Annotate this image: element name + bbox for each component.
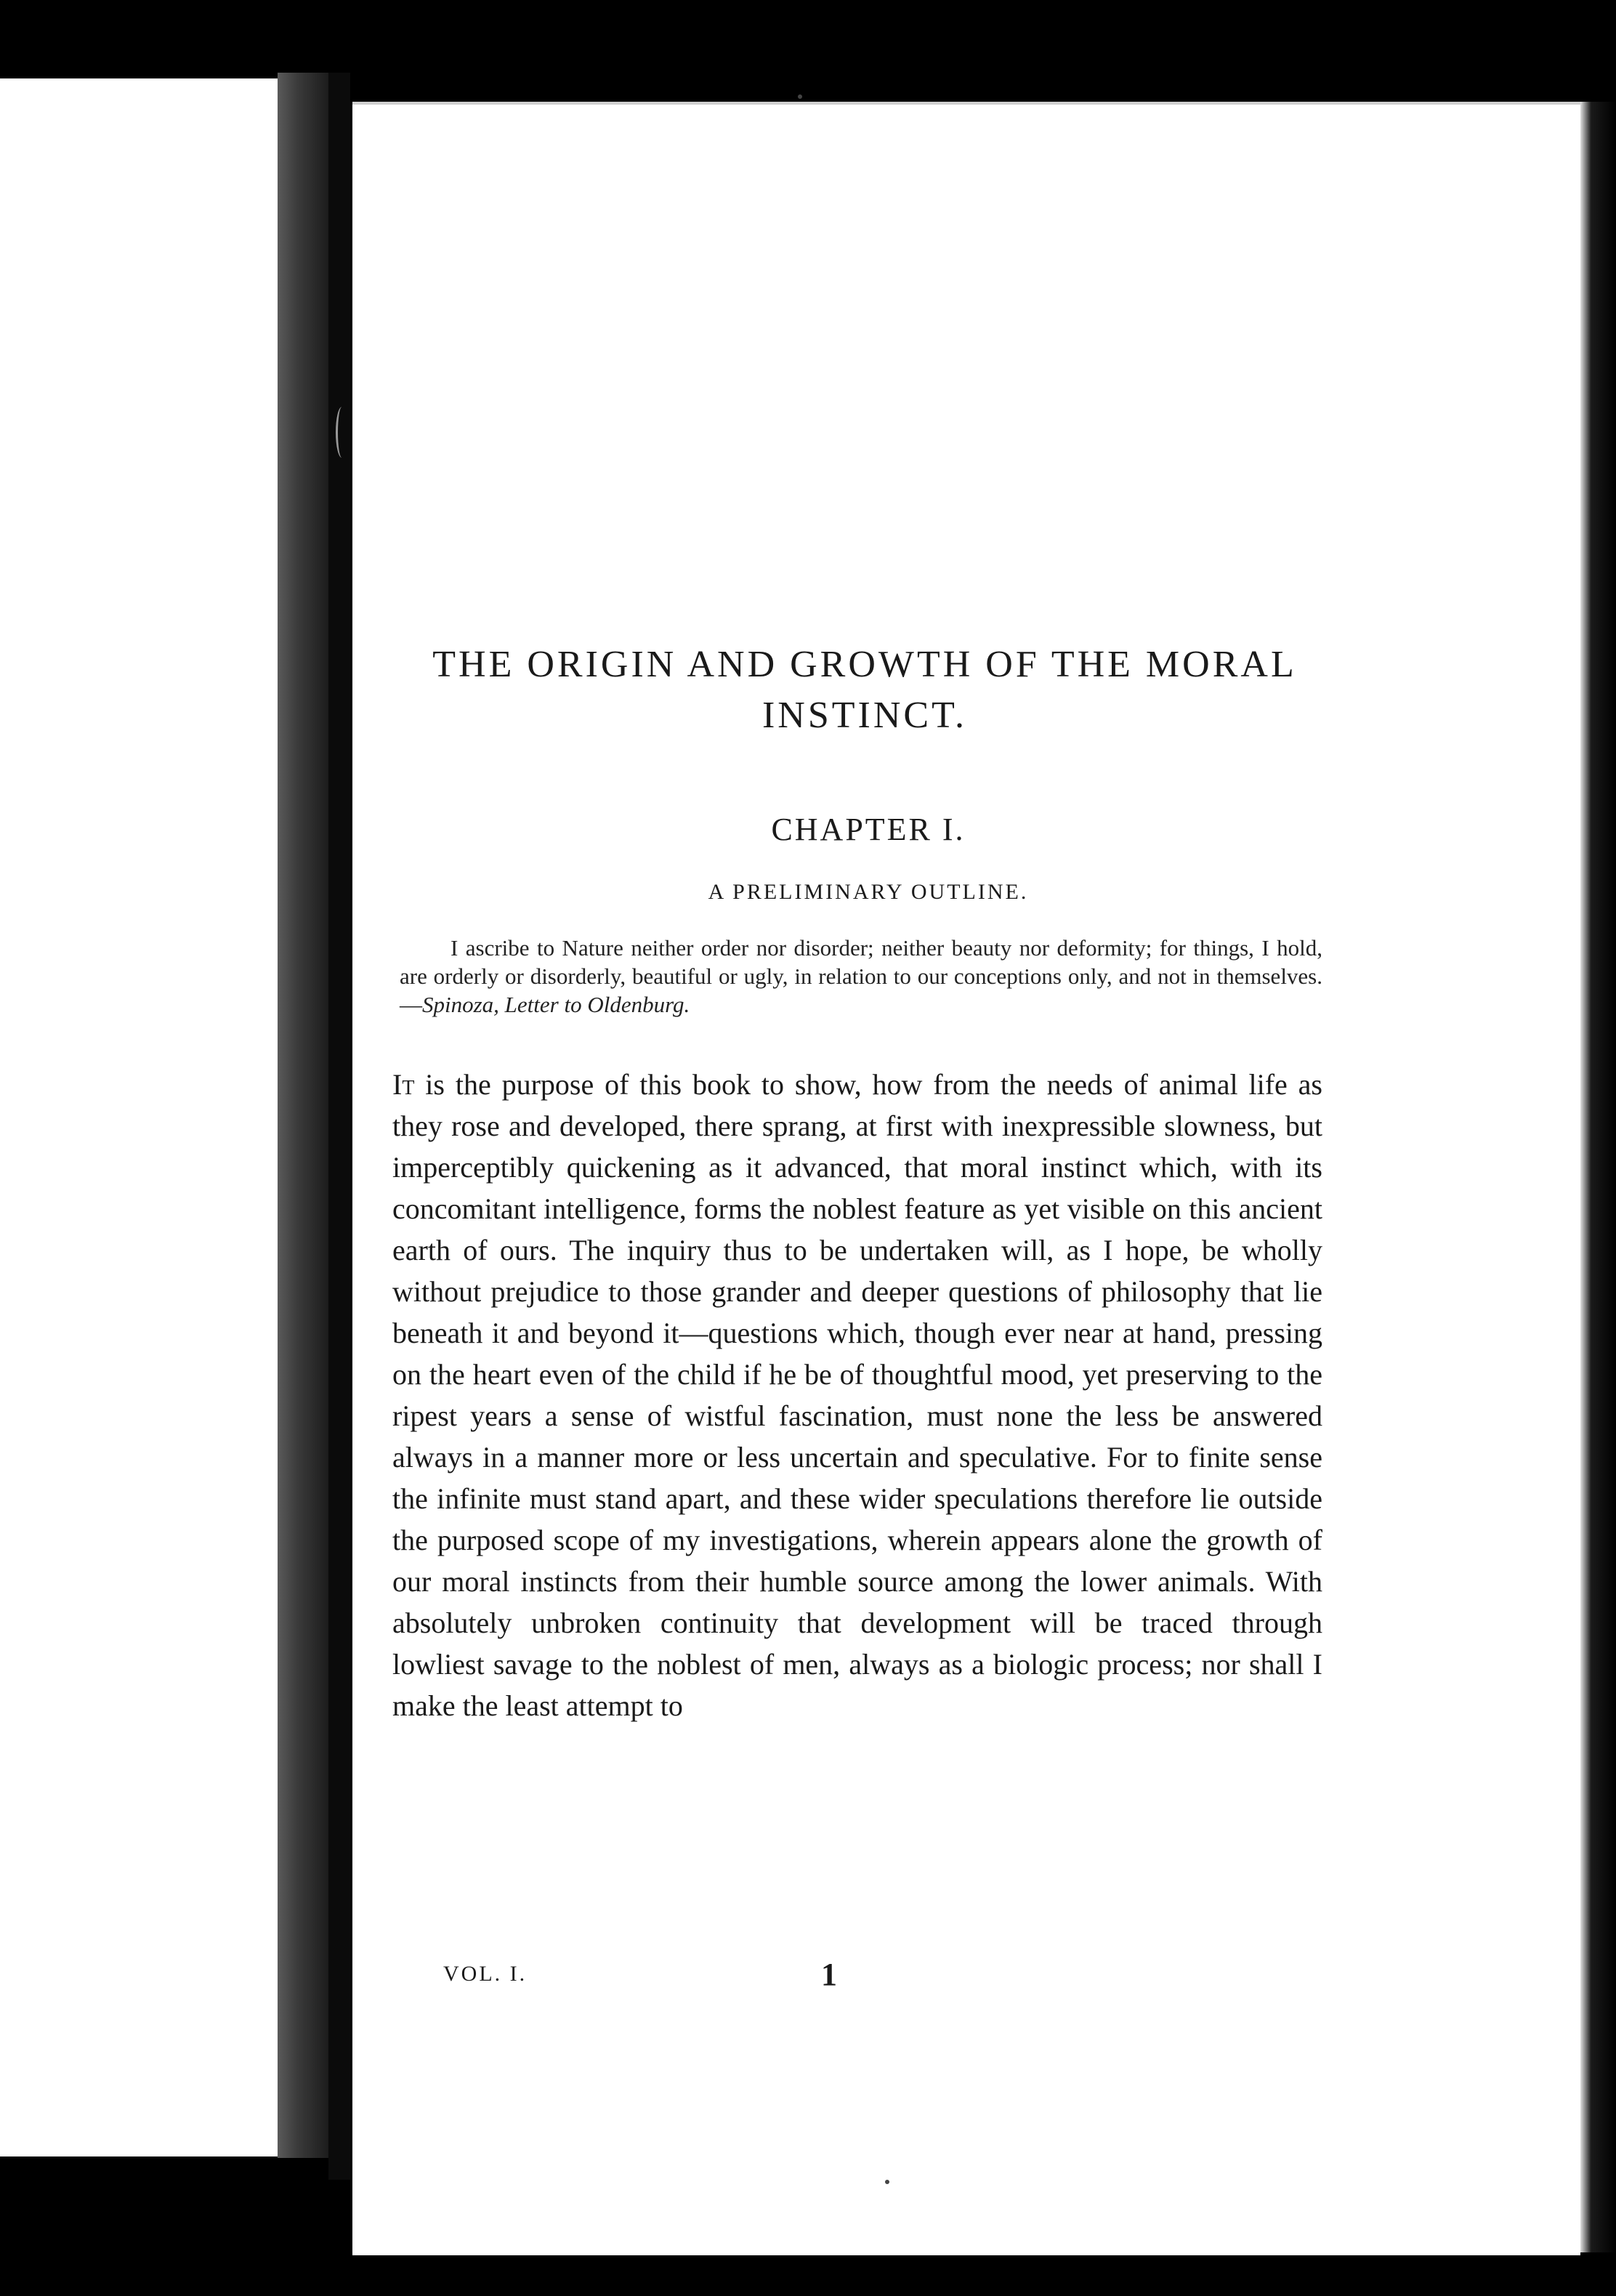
scan-speck: [798, 94, 802, 99]
scan-mark: [336, 407, 348, 458]
epigraph-source: Spinoza, Letter to Oldenburg.: [422, 992, 690, 1017]
binding-shadow: [278, 73, 328, 2158]
page-content: [392, 639, 1322, 1726]
body-paragraph: [392, 1064, 1322, 1726]
epigraph-text: I ascribe to Nature neither order nor disorder; neither beauty nor deformity; for things, I hold, are orderly or disorderly, beautiful or ugly, in relation to our conceptions only, and not in themselves.—: [400, 935, 1322, 1017]
chapter-title: A PRELIMINARY OUTLINE.: [708, 880, 1029, 904]
page-right-edge: [1580, 102, 1616, 2252]
page-footer: [443, 1957, 1315, 2005]
signature-mark: VOL. I.: [443, 1962, 528, 1986]
page-number: 1: [821, 1957, 837, 1992]
previous-page-edge: [0, 78, 278, 2156]
book-title: THE ORIGIN AND GROWTH OF THE MORAL INSTINCT.: [432, 644, 1297, 736]
opening-word: It: [392, 1068, 415, 1101]
scan-speck: [885, 2180, 889, 2184]
body-text: is the purpose of this book to show, how from the needs of animal life as they rose and developed, there sprang, at first with inexpressible slowness, but imperceptibly quickening as it advanced, that moral instinct which, with its concomitant intelligence, forms the noblest feature as yet visible on this ancient earth of ours. The inquiry thus to be undertaken will, as I hope, be wholly without prejudice to those grander and deeper questions of philosophy that lie beneath it and beyond it—questions which, though ever near at hand, pressing on the heart even of the child if he be of thoughtful mood, yet preserving to the ripest years a sense of wistful fascination, must none the less be answered always in a manner more or less uncertain and speculative. For to finite sense the infinite must stand apart, and these wider speculations therefore lie outside the purposed scope of my investigations, wherein appears alone the growth of our moral instincts from their humble source among the lower animals. With absolutely unbroken continuity that development will be traced through lowliest savage to the noblest of men, always as a biologic process; nor shall I make the least attempt to: [392, 1068, 1322, 1722]
chapter-number: CHAPTER I.: [771, 812, 966, 847]
epigraph: [400, 934, 1322, 1019]
binding-gutter: [328, 73, 350, 2180]
